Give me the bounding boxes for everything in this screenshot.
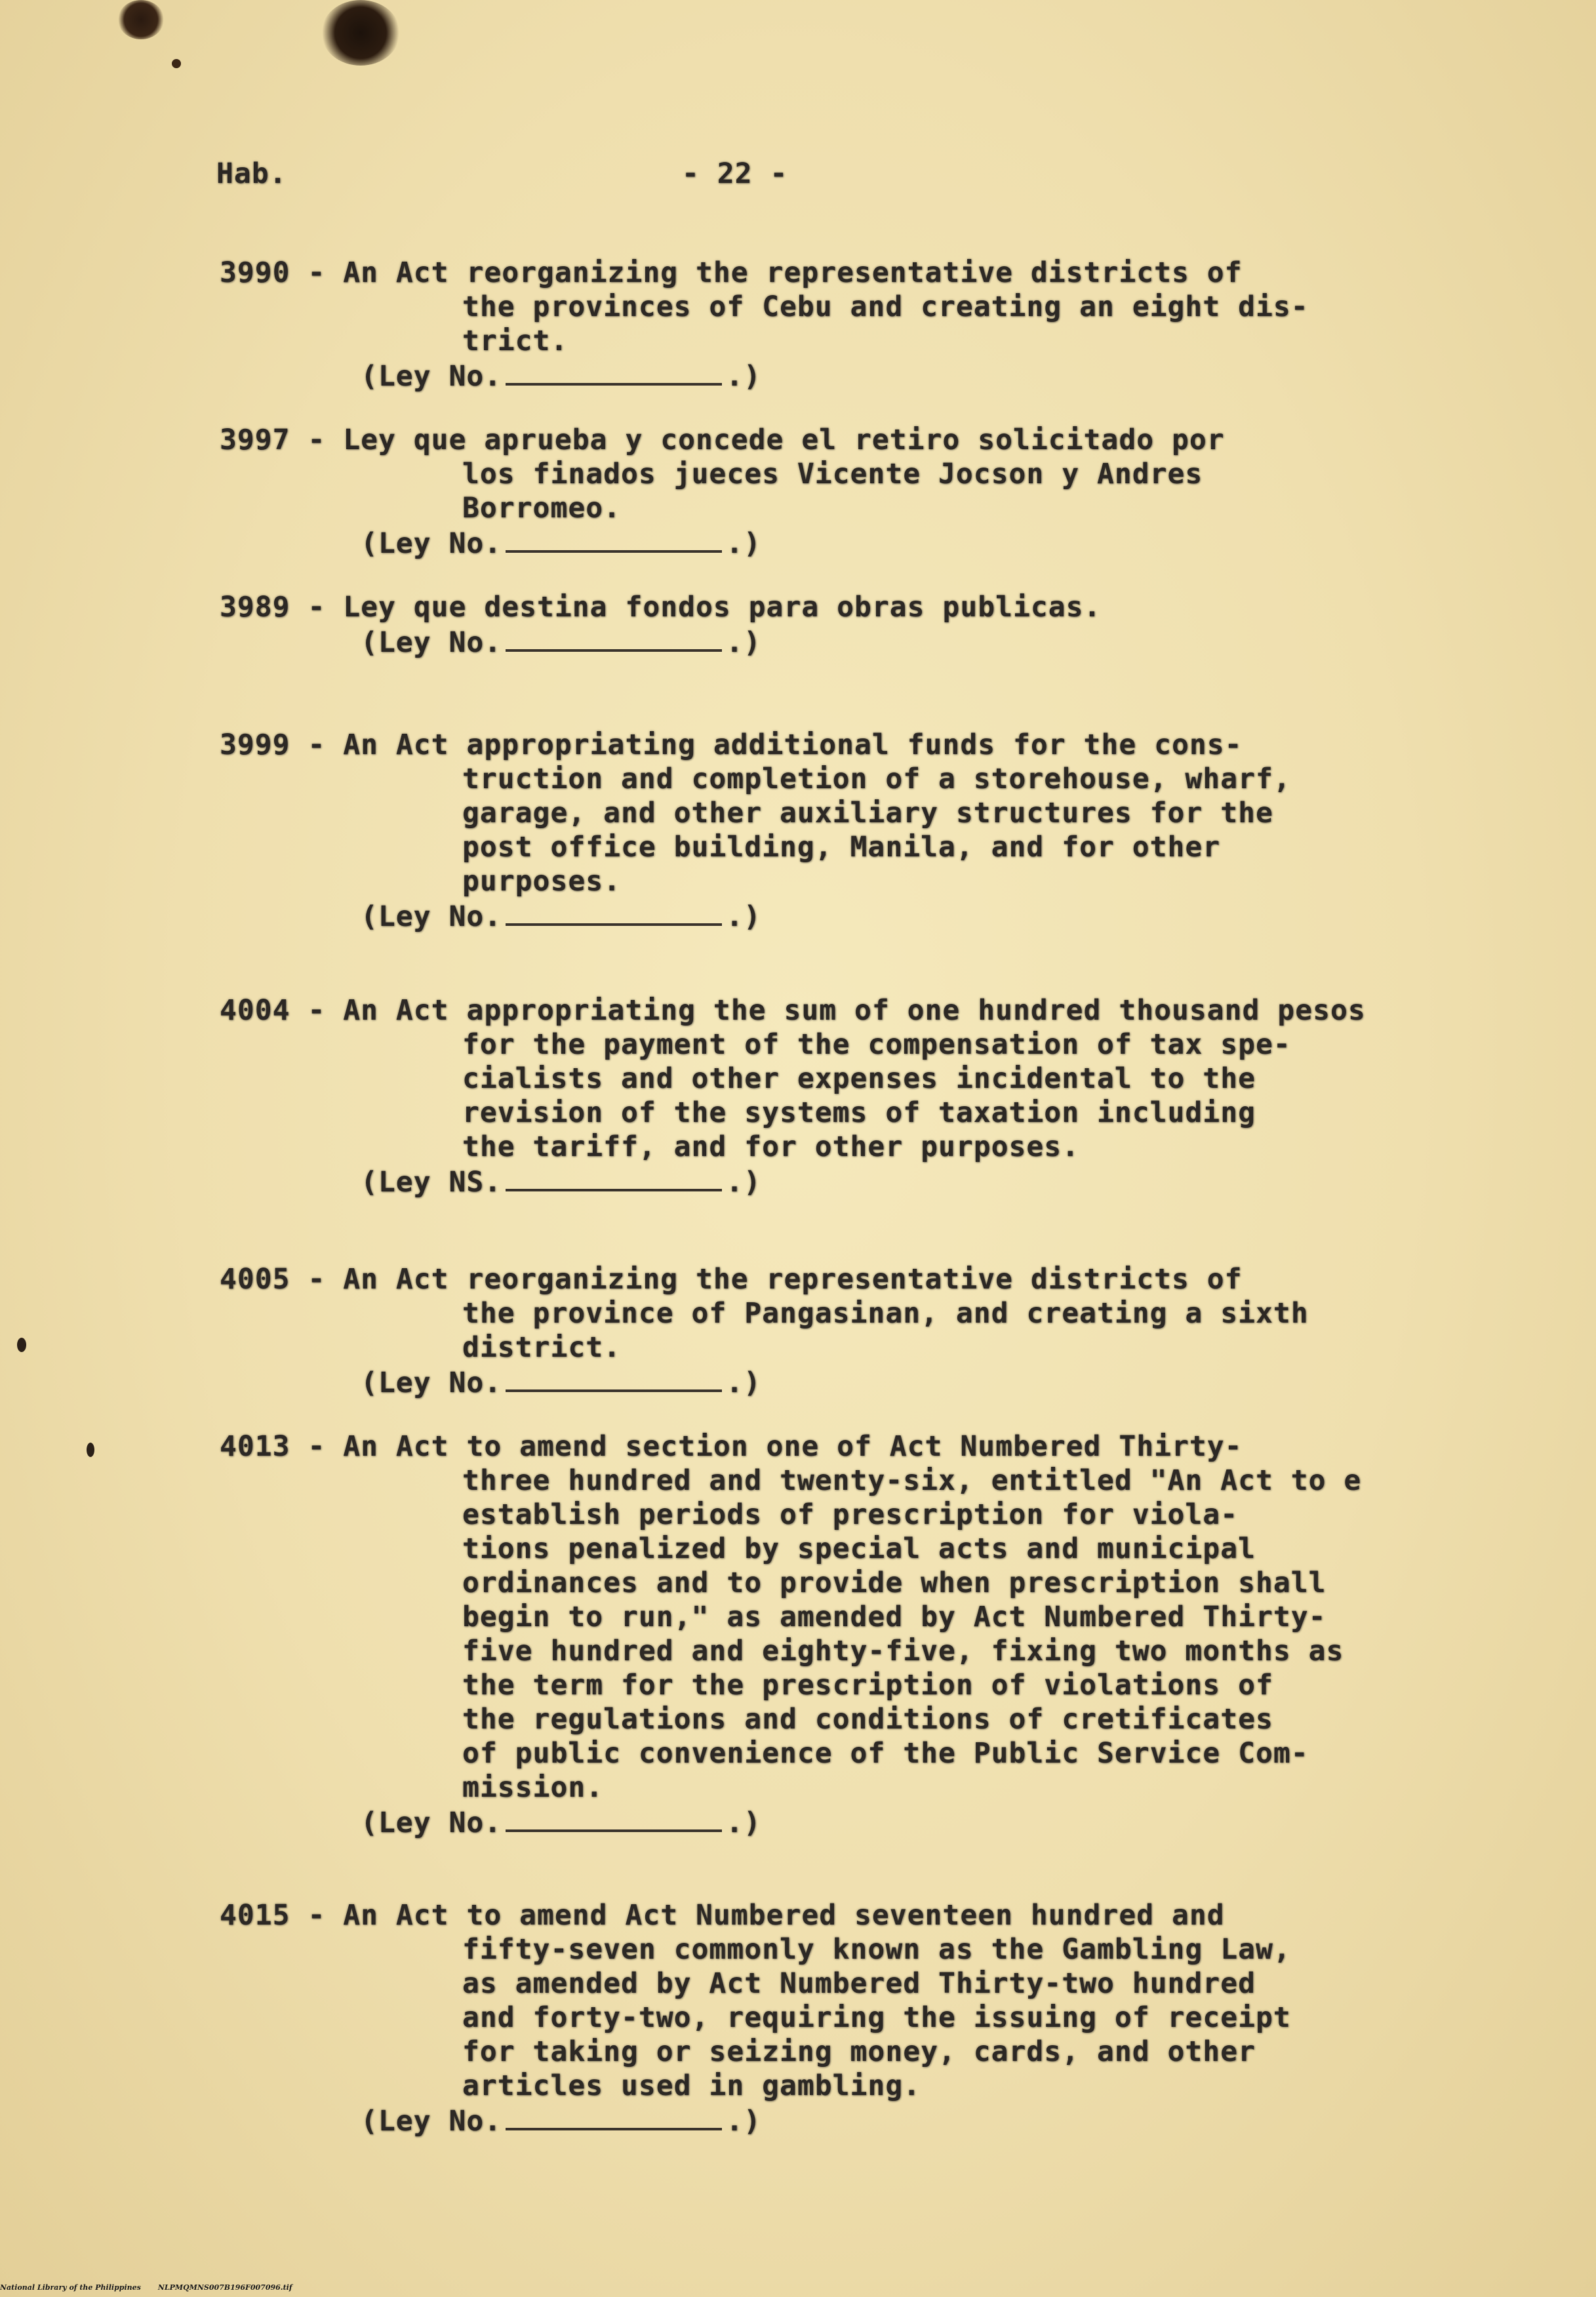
bill-entry	[220, 993, 1531, 1199]
ley-number-line	[220, 900, 1531, 934]
ley-number-line	[220, 359, 1531, 393]
entry-text-line: and forty-two, requiring the issuing of receipt	[462, 2001, 1291, 2034]
ley-prefix: (Ley No.	[361, 626, 502, 659]
entry-text-line: district.	[462, 1331, 621, 1364]
entry-first-line: 4005 - An Act reorganizing the representative districts of	[220, 1263, 1243, 1296]
entry-text-line: An Act appropriating additional funds for the cons-	[343, 729, 1243, 761]
bill-entry	[220, 1898, 1531, 2138]
ley-number-line	[220, 2104, 1531, 2138]
ley-suffix: .)	[726, 527, 761, 560]
entry-text-line: three hundred and twenty-six, entitled "An Act to e	[462, 1464, 1362, 1497]
bill-entry	[220, 728, 1531, 934]
file-id: NLPMQMNS007B196F007096.tif	[157, 2283, 292, 2292]
entry-text-line: trict.	[462, 325, 569, 357]
entry-text-line: for taking or seizing money, cards, and other	[462, 2035, 1256, 2068]
blank-line	[506, 923, 722, 926]
entry-first-line: 3990 - An Act reorganizing the representative districts of	[220, 256, 1243, 289]
entry-text-line: An Act reorganizing the representative districts of	[343, 256, 1243, 289]
blank-line	[506, 383, 722, 386]
entry-text-line: ordinances and to provide when prescription shall	[462, 1567, 1327, 1599]
entry-text-line: Ley que aprueba y concede el retiro solicitado por	[343, 424, 1225, 456]
entry-text-line: An Act appropriating the sum of one hundred thousand pesos	[343, 994, 1366, 1027]
ley-suffix: .)	[726, 1166, 761, 1199]
ley-number-line	[220, 1165, 1531, 1199]
entry-text-line: truction and completion of a storehouse, wharf,	[462, 763, 1291, 795]
ley-number-line	[220, 1366, 1531, 1400]
bill-number: 3989	[220, 591, 290, 624]
entry-text-line: for the payment of the compensation of tax spe-	[462, 1028, 1291, 1061]
ley-number-line	[220, 626, 1531, 660]
blank-line	[506, 1389, 722, 1392]
entry-first-line: 4004 - An Act appropriating the sum of one hundred thousand pesos	[220, 994, 1366, 1027]
blank-line	[506, 649, 722, 652]
entry-text-line: los finados jueces Vicente Jocson y Andres	[462, 458, 1203, 490]
entry-text-line: the regulations and conditions of cretificates	[462, 1703, 1273, 1736]
entry-text-line: articles used in gambling.	[462, 2069, 921, 2102]
ley-suffix: .)	[726, 1807, 761, 1839]
entry-text-line: post office building, Manila, and for other	[462, 831, 1221, 864]
ley-suffix: .)	[726, 360, 761, 393]
bill-entry	[220, 1429, 1531, 1840]
ink-spot	[172, 59, 181, 68]
bill-entry	[220, 256, 1531, 393]
entry-text-line: An Act to amend section one of Act Numbered Thirty-	[343, 1430, 1243, 1463]
entry-text-line: establish periods of prescription for viola-	[462, 1498, 1239, 1531]
bill-number: 4004	[220, 994, 290, 1027]
blank-line	[506, 2128, 722, 2130]
ley-prefix: (Ley No.	[361, 900, 502, 933]
entry-text-line: tions penalized by special acts and municipal	[462, 1532, 1256, 1565]
entry-text-line: begin to run," as amended by Act Numbered Thirty-	[462, 1601, 1327, 1633]
bill-entry	[220, 590, 1531, 660]
bill-entry	[220, 423, 1531, 561]
entry-text-line: cialists and other expenses incidental to the	[462, 1062, 1256, 1095]
ley-prefix: (Ley NS.	[361, 1166, 502, 1199]
blank-line	[506, 1189, 722, 1191]
ley-prefix: (Ley No.	[361, 1807, 502, 1839]
burn-mark	[118, 0, 164, 39]
entry-text-line: the provinces of Cebu and creating an eight dis-	[462, 290, 1309, 323]
bill-number: 4013	[220, 1430, 290, 1463]
entry-text-line: purposes.	[462, 865, 621, 898]
bill-number: 4015	[220, 1899, 290, 1932]
ley-prefix: (Ley No.	[361, 2105, 502, 2138]
entry-first-line: 4015 - An Act to amend Act Numbered seventeen hundred and	[220, 1899, 1225, 1932]
bill-entry	[220, 1262, 1531, 1400]
ley-suffix: .)	[726, 900, 761, 933]
entry-text-line: fifty-seven commonly known as the Gambling Law,	[462, 1933, 1291, 1966]
ley-prefix: (Ley No.	[361, 1367, 502, 1399]
archive-footer	[0, 2283, 309, 2292]
ley-suffix: .)	[726, 626, 761, 659]
ley-number-line	[220, 1806, 1531, 1840]
entry-text-line: An Act reorganizing the representative districts of	[343, 1263, 1243, 1296]
burn-mark	[321, 0, 400, 66]
ley-suffix: .)	[726, 1367, 761, 1399]
ink-spot	[17, 1338, 26, 1352]
entry-text-line: the tariff, and for other purposes.	[462, 1130, 1080, 1163]
entry-text-line: five hundred and eighty-five, fixing two months as	[462, 1635, 1344, 1668]
ink-spot	[87, 1443, 94, 1457]
entry-first-line: 4013 - An Act to amend section one of Act Numbered Thirty-	[220, 1430, 1243, 1463]
blank-line	[506, 1829, 722, 1832]
bill-number: 3990	[220, 256, 290, 289]
entry-text-line: Ley que destina fondos para obras publicas.	[343, 591, 1102, 624]
entry-text-line: Borromeo.	[462, 492, 621, 525]
ley-prefix: (Ley No.	[361, 527, 502, 560]
blank-line	[506, 550, 722, 553]
entry-first-line: 3989 - Ley que destina fondos para obras publicas.	[220, 591, 1102, 624]
entry-text-line: of public convenience of the Public Service Com-	[462, 1737, 1309, 1770]
ley-suffix: .)	[726, 2105, 761, 2138]
ley-number-line	[220, 527, 1531, 561]
entry-text-line: the province of Pangasinan, and creating a sixth	[462, 1297, 1309, 1330]
bill-number: 4005	[220, 1263, 290, 1296]
entry-text-line: revision of the systems of taxation including	[462, 1096, 1256, 1129]
ley-prefix: (Ley No.	[361, 360, 502, 393]
entry-text-line: mission.	[462, 1771, 604, 1804]
entry-first-line: 3997 - Ley que aprueba y concede el retiro solicitado por	[220, 424, 1225, 456]
bill-number: 3999	[220, 729, 290, 761]
header-label: Hab.	[216, 157, 287, 190]
entry-first-line: 3999 - An Act appropriating additional funds for the cons-	[220, 729, 1243, 761]
library-credit: National Library of the Philippines	[0, 2283, 141, 2292]
entry-text-line: as amended by Act Numbered Thirty-two hundred	[462, 1967, 1256, 2000]
entry-text-line: An Act to amend Act Numbered seventeen hundred and	[343, 1899, 1225, 1932]
bill-number: 3997	[220, 424, 290, 456]
entry-text-line: the term for the prescription of violations of	[462, 1669, 1273, 1702]
entry-text-line: garage, and other auxiliary structures for the	[462, 797, 1273, 829]
page-number: - 22 -	[682, 157, 788, 190]
